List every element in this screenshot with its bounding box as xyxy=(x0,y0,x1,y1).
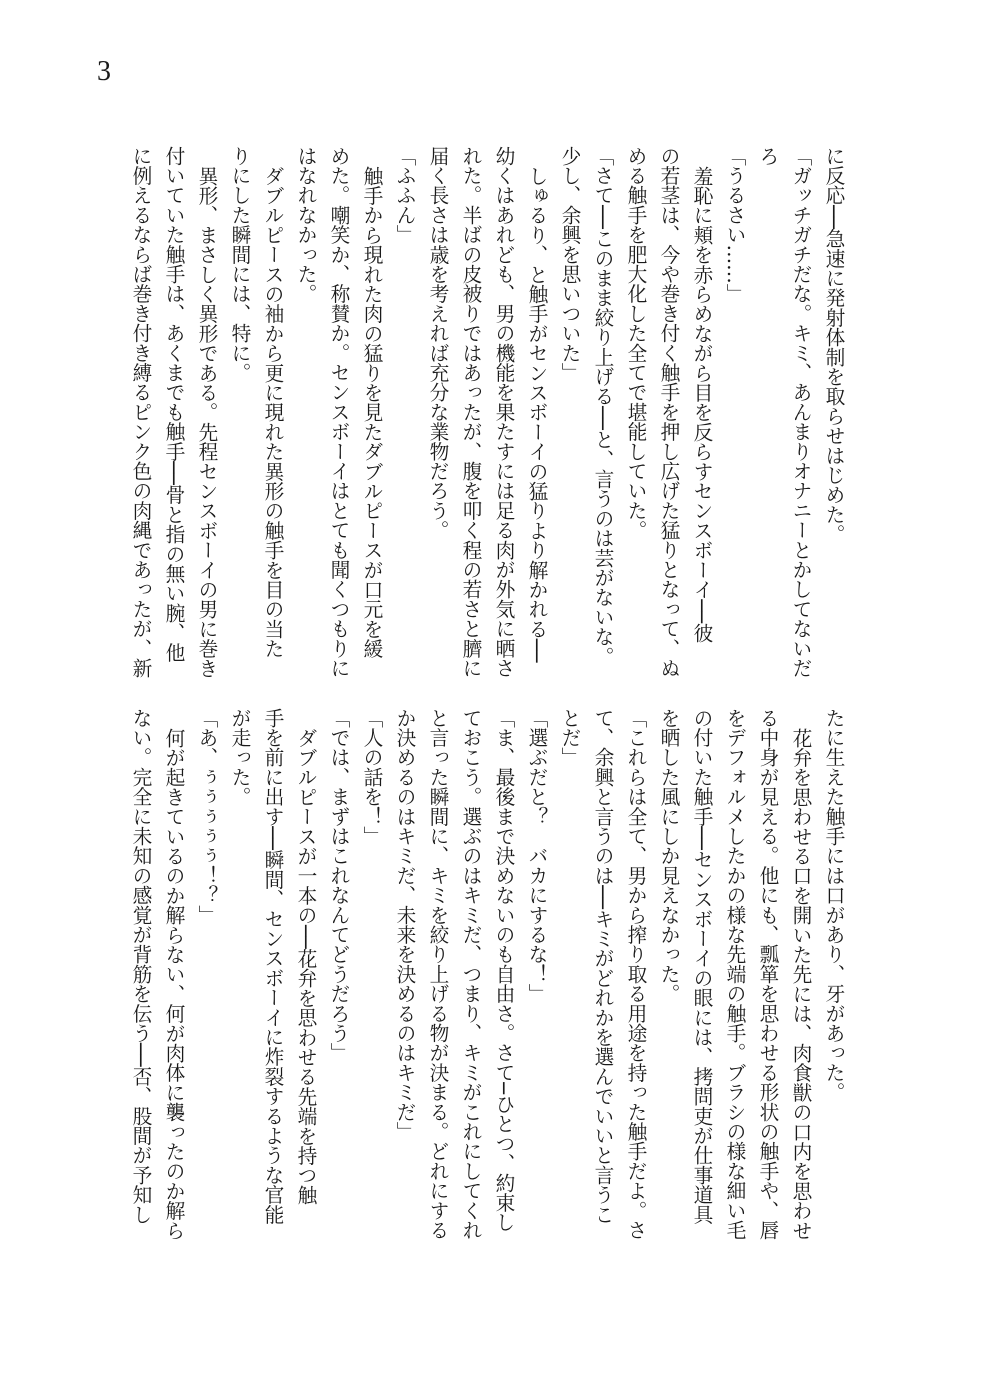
text-line: る中身が見える。他にも、瓢箪を思わせる形状の触手や、唇 xyxy=(756,708,779,1240)
text-line: ダブルピースが一本の──花弁を思わせる先端を持つ触 xyxy=(294,727,317,1205)
text-line: か決めるのはキミだ、未来を決めるのはキミだ」 xyxy=(393,708,416,1142)
text-line: 「人の話を！」 xyxy=(360,708,383,846)
text-line: 羞恥に頬を赤らめながら目を反らすセンスボーイ──彼 xyxy=(690,165,713,643)
text-line: 触手から現れた肉の猛りを見たダブルピースが口元を緩 xyxy=(360,165,383,659)
text-line: はなれなかった。 xyxy=(294,146,317,304)
text-line: 異形、まさしく異形である。先程センスボーイの男に巻き xyxy=(195,165,218,678)
text-line: めた。嘲笑か、称賛か。センスボーイはとても聞くつもりに xyxy=(327,146,350,678)
text-line: をデフォルメしたかの様な先端の触手。ブラシの様な細い毛 xyxy=(723,708,746,1240)
text-line: 何が起きているのか解らない、何が肉体に襲ったのか解ら xyxy=(162,727,185,1240)
text-line: が走った。 xyxy=(228,708,251,807)
text-line: 「ふふん」 xyxy=(393,146,416,245)
text-block-bottom xyxy=(124,708,850,1253)
text-line: 「選ぶだと？ バカにするな！」 xyxy=(525,708,548,1004)
text-line: める触手を肥大化した全てで堪能していた。 xyxy=(624,146,647,540)
text-line: 手を前に出す──瞬間、センスボーイに炸裂するような官能 xyxy=(261,708,284,1225)
text-line: の若茎は、今や巻き付く触手を押し広げた猛りとなって、ぬ xyxy=(657,146,680,678)
text-line: れた。半ばの皮被りではあったが、腹を叩く程の若さと臍に xyxy=(459,146,482,678)
text-line: ろ xyxy=(756,146,779,166)
text-line: の付いた触手──センスボーイの眼には、拷問吏が仕事道具 xyxy=(690,708,713,1225)
text-line: 「ま、最後まで決めないのも自由さ。さて─ひとつ、約束し xyxy=(492,708,515,1233)
text-line: 「うるさい……」 xyxy=(723,146,746,304)
text-line: 幼くはあれども、男の機能を果たすには足る肉が外気に晒さ xyxy=(492,146,515,678)
text-line: ない。完全に未知の感覚が背筋を伝う──否、股間が予知し xyxy=(129,708,152,1225)
text-line: 「あ、ぅぅぅぅぅ！？」 xyxy=(195,708,218,925)
text-line: 花弁を思わせる口を開いた先には、肉食獣の口内を思わせ xyxy=(789,727,812,1240)
text-line: 「これらは全て、男から搾り取る用途を持った触手だよ。さ xyxy=(624,708,647,1240)
text-line: ておこう。選ぶのはキミだ、つまり、キミがこれにしてくれ xyxy=(459,708,482,1240)
text-line: 「では、まずはこれなんてどうだろう」 xyxy=(327,708,350,1063)
text-line: を晒した風にしか見えなかった。 xyxy=(657,708,680,1004)
text-line: 「さて──このまま絞り上げる──と、言うのは芸がないな。 xyxy=(591,146,614,667)
text-line: 少し、余興を思いついた」 xyxy=(558,146,581,383)
text-line: 届く長さは歳を考えれば充分な業物だろう。 xyxy=(426,146,449,540)
text-line: 「ガッチガチだな。キミ、あんまりオナニーとかしてないだ xyxy=(789,146,812,678)
page-number: 3 xyxy=(97,56,111,87)
text-line: しゅるり、と触手がセンスボーイの猛りより解かれる── xyxy=(525,165,548,663)
text-line: と言った瞬間に、キミを絞り上げる物が決まる。どれにする xyxy=(426,708,449,1240)
text-line: に例えるならば巻き付き縛るピンク色の肉縄であったが、新 xyxy=(129,146,152,678)
text-line: りにした瞬間には、特に。 xyxy=(228,146,251,383)
text-block-top xyxy=(124,146,850,691)
text-line: 付いていた触手は、あくまでも触手──骨と指の無い腕、他 xyxy=(162,146,185,663)
text-line: ダブルピースの袖から更に現れた異形の触手を目の当た xyxy=(261,165,284,659)
text-line: とだ」 xyxy=(558,708,581,768)
text-line: て、余興と言うのは──キミがどれかを選んでいいと言うこ xyxy=(591,708,614,1225)
text-line: に反応──急速に発射体制を取らせはじめた。 xyxy=(822,146,845,545)
text-line: たに生えた触手には口があり、牙があった。 xyxy=(822,708,845,1102)
